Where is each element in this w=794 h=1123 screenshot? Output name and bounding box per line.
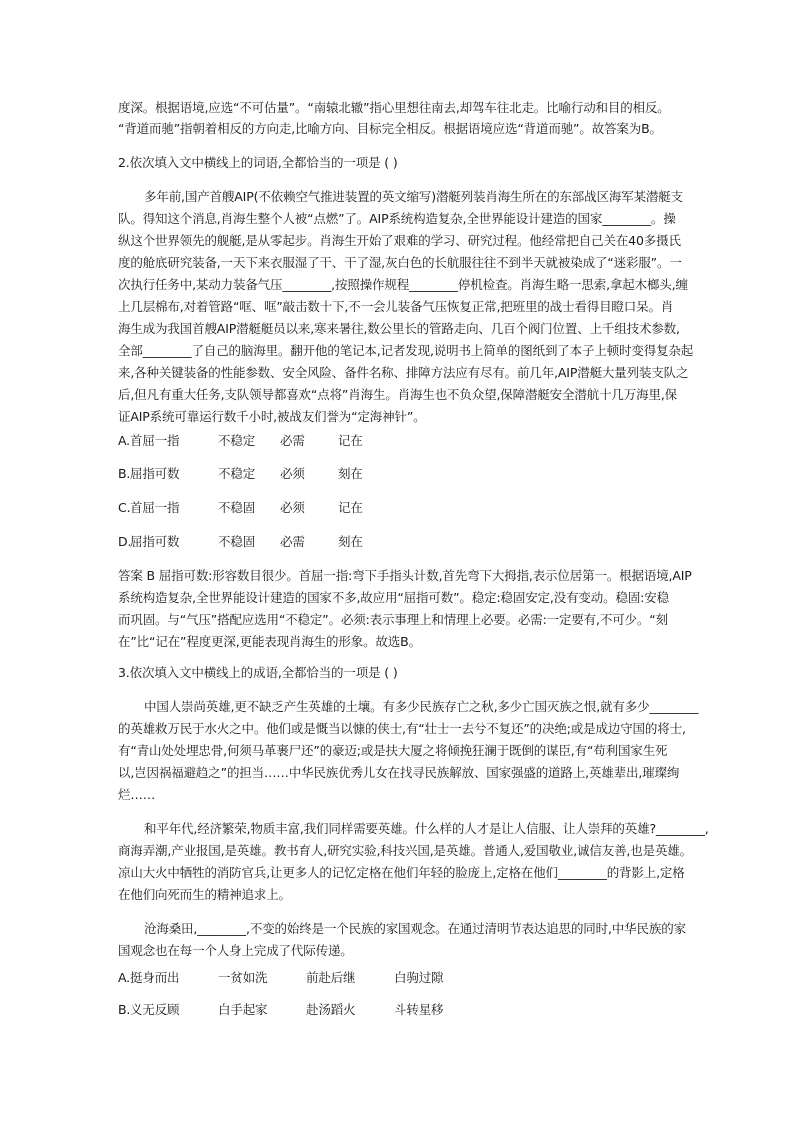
passage-line: 证AIP系统可靠运行数千小时,被战友们誉为“定海神针”。 <box>118 409 426 424</box>
option-letter: A. <box>118 970 131 985</box>
passage-line: 和平年代,经济繁荣,物质丰富,我们同样需要英雄。什么样的人才是让人信服、让人崇拜的英雄?________, <box>144 821 709 836</box>
question-3-stem: 3.依次填入文中横线上的成语,全都恰当的一项是 ( ) <box>118 665 398 680</box>
option-word: 前赴后继 <box>306 970 356 985</box>
option-word: 记在 <box>338 433 363 448</box>
option-word: 一贫如洗 <box>218 970 268 985</box>
passage-line: 有“青山处处埋忠骨,何须马革裹尸还”的豪迈;或是扶大厦之将倾挽狂澜于既倒的谋臣,有“苟利国家生死 <box>118 743 668 758</box>
answer-line: 系统构造复杂,全世界能设计建造的国家不多,故应用“屈指可数”。稳定:稳固安定,没有变动。稳固:安稳 <box>118 590 669 605</box>
passage-line: 以,岂因祸福避趋之”的担当……中华民族优秀儿女在找寻民族解放、国家强盛的道路上,英雄辈出,璀璨绚 <box>118 765 680 780</box>
option-word: 首屈一指 <box>130 500 180 515</box>
option-letter: A. <box>118 433 131 448</box>
passage-line: 度的舱底研究装备,一天下来衣服湿了干、干了湿,灰白色的长航服往往不到半天就被染成了“迷彩服”。一 <box>118 255 682 270</box>
passage-line: 来,各种关键装备的性能参数、安全风险、备件名称、排障方法应有尽有。前几年,AIP潜艇大量列装支队之 <box>118 365 689 380</box>
passage-line: 的英雄救万民于水火之中。他们或是慨当以慷的侠士,有“壮士一去兮不复还”的决绝;或是成边守国的将士, <box>118 721 686 736</box>
passage-line: 中国人崇尚英雄,更不缺乏产生英雄的土壤。有多少民族存亡之秋,多少亡国灭族之恨,就有多少________ <box>144 699 699 714</box>
option-letter: B. <box>118 1002 131 1017</box>
passage-line: 沧海桑田,________,不变的始终是一个民族的家国观念。在通过清明节表达追思的同时,中华民族的家 <box>144 921 686 936</box>
option-word: 刻在 <box>338 466 363 481</box>
option-word: 白驹过隙 <box>394 970 444 985</box>
option-word: 必需 <box>280 433 305 448</box>
option-b[interactable] <box>118 466 363 482</box>
passage-line: 在他们向死而生的精神追求上。 <box>118 887 291 902</box>
option-word: 不稳定 <box>218 466 256 481</box>
passage-line: 海生成为我国首艘AIP潜艇艇员以来,寒来暑往,数公里长的管路走向、几百个阀门位置、上千组技术参数, <box>118 321 680 336</box>
answer-line: 答案 B 屈指可数:形容数目很少。首屈一指:弯下手指头计数,首先弯下大拇指,表示位居第一。根据语境,AIP <box>118 568 692 583</box>
option-letter: C. <box>118 500 131 515</box>
option-letter: D. <box>118 534 132 549</box>
passage-line: 纵这个世界领先的舰艇,是从零起步。肖海生开始了艰难的学习、研究过程。他经常把自己关在40多摄氏 <box>118 233 681 248</box>
passage-line: 多年前,国产首艘AIP(不依赖空气推进装置的英文缩写)潜艇列装肖海生所在的东部战区海军某潜艇支 <box>144 189 683 204</box>
option-word: 必须 <box>280 466 305 481</box>
passage-line: 凉山大火中牺牲的消防官兵,让更多人的记忆定格在他们年轻的脸庞上,定格在他们________的背影上,定格 <box>118 865 685 880</box>
passage-line: 后,但凡有重大任务,支队领导都喜欢“点将”肖海生。肖海生也不负众望,保障潜艇安全潜航十几万海里,保 <box>118 387 677 402</box>
passage-line: 烂…… <box>118 787 156 802</box>
option-word: 必需 <box>280 534 305 549</box>
option-word: 挺身而出 <box>130 970 180 985</box>
passage-line: 上几层棉布,对着管路“哐、哐”敲击数十下,不一会儿装备气压恢复正常,把班里的战士看得目瞪口呆。肖 <box>118 299 674 314</box>
option-word: 白手起家 <box>218 1002 268 1017</box>
option-word: 不稳固 <box>218 500 256 515</box>
option-b[interactable] <box>118 1002 443 1018</box>
option-word: 赴汤蹈火 <box>306 1002 356 1017</box>
option-word: 斗转星移 <box>394 1002 444 1017</box>
option-word: 刻在 <box>338 534 363 549</box>
passage-line: 全部________了自己的脑海里。翻开他的笔记本,记者发现,说明书上简单的图纸到了本子上顿时变得复杂起 <box>118 343 694 358</box>
option-word: 必须 <box>280 500 305 515</box>
option-letter: B. <box>118 466 131 481</box>
option-word: 不稳定 <box>218 433 256 448</box>
option-word: 屈指可数 <box>130 534 180 549</box>
passage-line: 国观念也在每一个人身上完成了代际传递。 <box>118 943 353 958</box>
explanation-line: “背道而驰”指朝着相反的方向走,比喻方向、目标完全相反。根据语境应选“背道而驰”。故答案为B。 <box>118 121 662 136</box>
explanation-line: 度深。根据语境,应选“不可估量”。“南辕北辙”指心里想往南去,却驾车往北走。比喻行动和目的相反。 <box>118 100 670 115</box>
option-a[interactable] <box>118 970 443 986</box>
option-word: 不稳固 <box>218 534 256 549</box>
option-word: 记在 <box>338 500 363 515</box>
option-c[interactable] <box>118 500 363 516</box>
option-d[interactable] <box>118 534 363 550</box>
question-2-stem: 2.依次填入文中横线上的词语,全都恰当的一项是 ( ) <box>118 155 398 170</box>
option-word: 义无反顾 <box>130 1002 180 1017</box>
passage-line: 次执行任务中,某动力装备气压________,按照操作规程________停机检查。肖海生略一思索,拿起木榔头,缠 <box>118 277 688 292</box>
answer-line: 在”比“记在”程度更深,更能表现肖海生的形象。故选B。 <box>118 634 421 649</box>
answer-line: 而巩固。与“气压”搭配应选用“不稳定”。必须:表示事理上和情理上必要。必需:一定要有,不可少。“刻 <box>118 612 668 627</box>
option-a[interactable] <box>118 433 363 449</box>
option-word: 首屈一指 <box>130 433 180 448</box>
option-word: 屈指可数 <box>130 466 180 481</box>
passage-line: 商海弄潮,产业报国,是英雄。教书育人,研究实验,科技兴国,是英雄。普通人,爱国敬业,诚信友善,也是英雄。 <box>118 843 692 858</box>
passage-line: 队。得知这个消息,肖海生整个人被“点燃”了。AIP系统构造复杂,全世界能设计建造的国家________。操 <box>118 211 676 226</box>
